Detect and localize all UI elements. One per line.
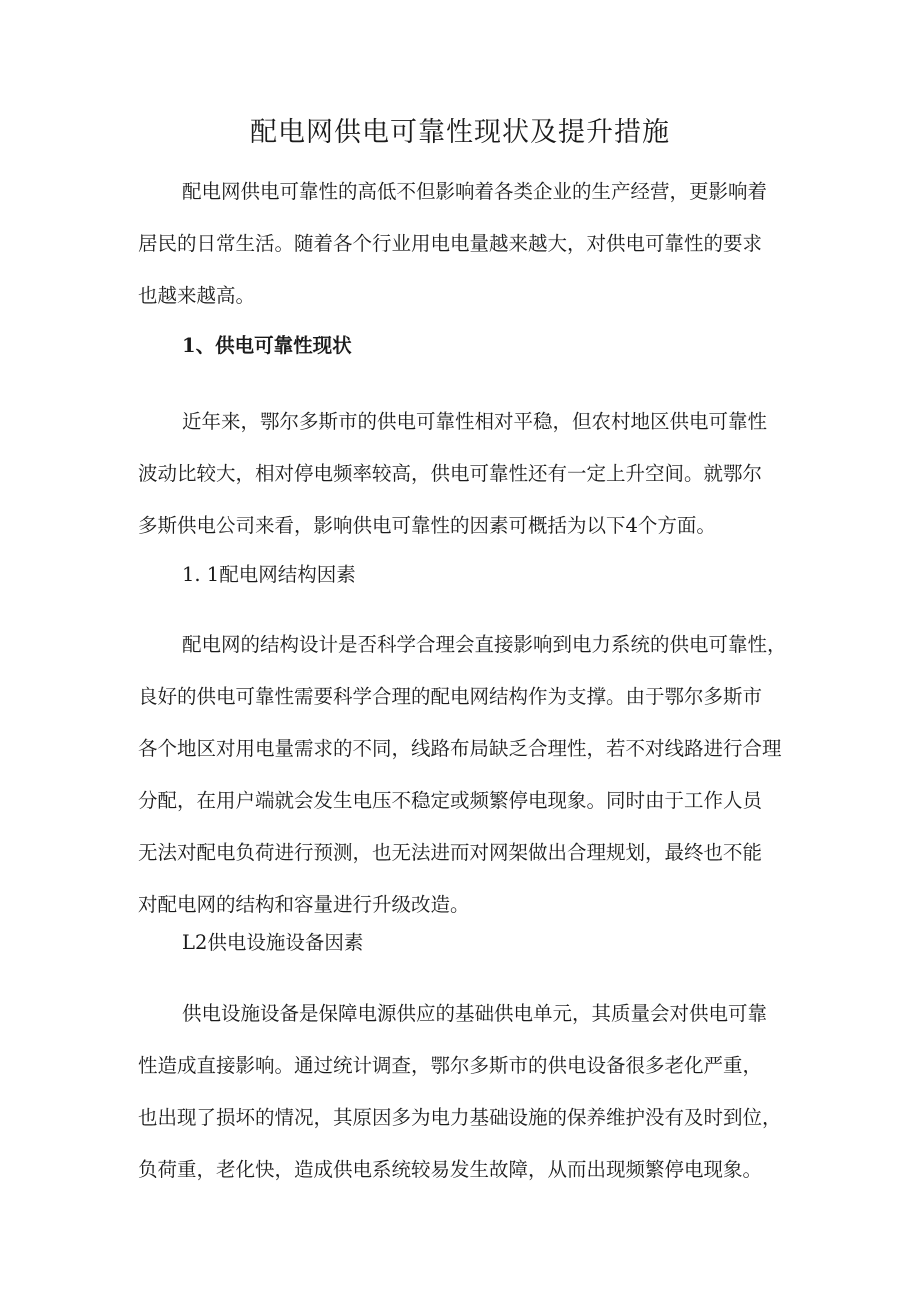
paragraph-line: 无法对配电负荷进行预测，也无法进而对网架做出合理规划，最终也不能 [138, 841, 763, 864]
paragraph-line: 配电网的结构设计是否科学合理会直接影响到电力系统的供电可靠性， [182, 633, 787, 656]
paragraph-line: 居民的日常生活。随着各个行业用电电量越来越大，对供电可靠性的要求 [138, 232, 763, 255]
paragraph-line: 配电网供电可靠性的高低不但影响着各类企业的生产经营，更影响着 [182, 180, 768, 203]
section1-2-paragraph [138, 988, 788, 1196]
section-heading-1-2: L2供电设施设备因素 [182, 931, 364, 954]
paragraph-line: 负荷重，老化快，造成供电系统较易发生故障，从而出现频繁停电现象。 [138, 1158, 763, 1181]
paragraph-line: 分配，在用户端就会发生电压不稳定或频繁停电现象。同时由于工作人员 [138, 789, 763, 812]
section-heading-1-1: 1. 1配电网结构因素 [182, 563, 356, 586]
document-title: 配电网供电可靠性现状及提升措施 [250, 117, 670, 148]
section-heading-1: 1、供电可靠性现状 [182, 334, 352, 357]
paragraph-line: 近年来，鄂尔多斯市的供电可靠性相对平稳，但农村地区供电可靠性 [182, 410, 768, 433]
paragraph-line: 各个地区对用电量需求的不同，线路布局缺乏合理性，若不对线路进行合理 [138, 737, 782, 760]
section1-1-paragraph [138, 619, 788, 931]
paragraph-line: 良好的供电可靠性需要科学合理的配电网结构作为支撑。由于鄂尔多斯市 [138, 685, 763, 708]
paragraph-line: 供电设施设备是保障电源供应的基础供电单元，其质量会对供电可靠 [182, 1002, 768, 1025]
section1-paragraph [138, 396, 788, 552]
paragraph-line: 波动比较大，相对停电频率较高，供电可靠性还有一定上升空间。就鄂尔 [138, 462, 763, 485]
paragraph-line: 性造成直接影响。通过统计调查，鄂尔多斯市的供电设备很多老化严重， [138, 1054, 763, 1077]
paragraph-line: 也越来越高。 [138, 284, 256, 307]
intro-paragraph [138, 166, 788, 322]
paragraph-line: 对配电网的结构和容量进行升级改造。 [138, 893, 470, 916]
paragraph-line: 多斯供电公司来看，影响供电可靠性的因素可概括为以下4个方面。 [138, 514, 716, 537]
paragraph-line: 也出现了损坏的情况，其原因多为电力基础设施的保养维护没有及时到位， [138, 1106, 782, 1129]
